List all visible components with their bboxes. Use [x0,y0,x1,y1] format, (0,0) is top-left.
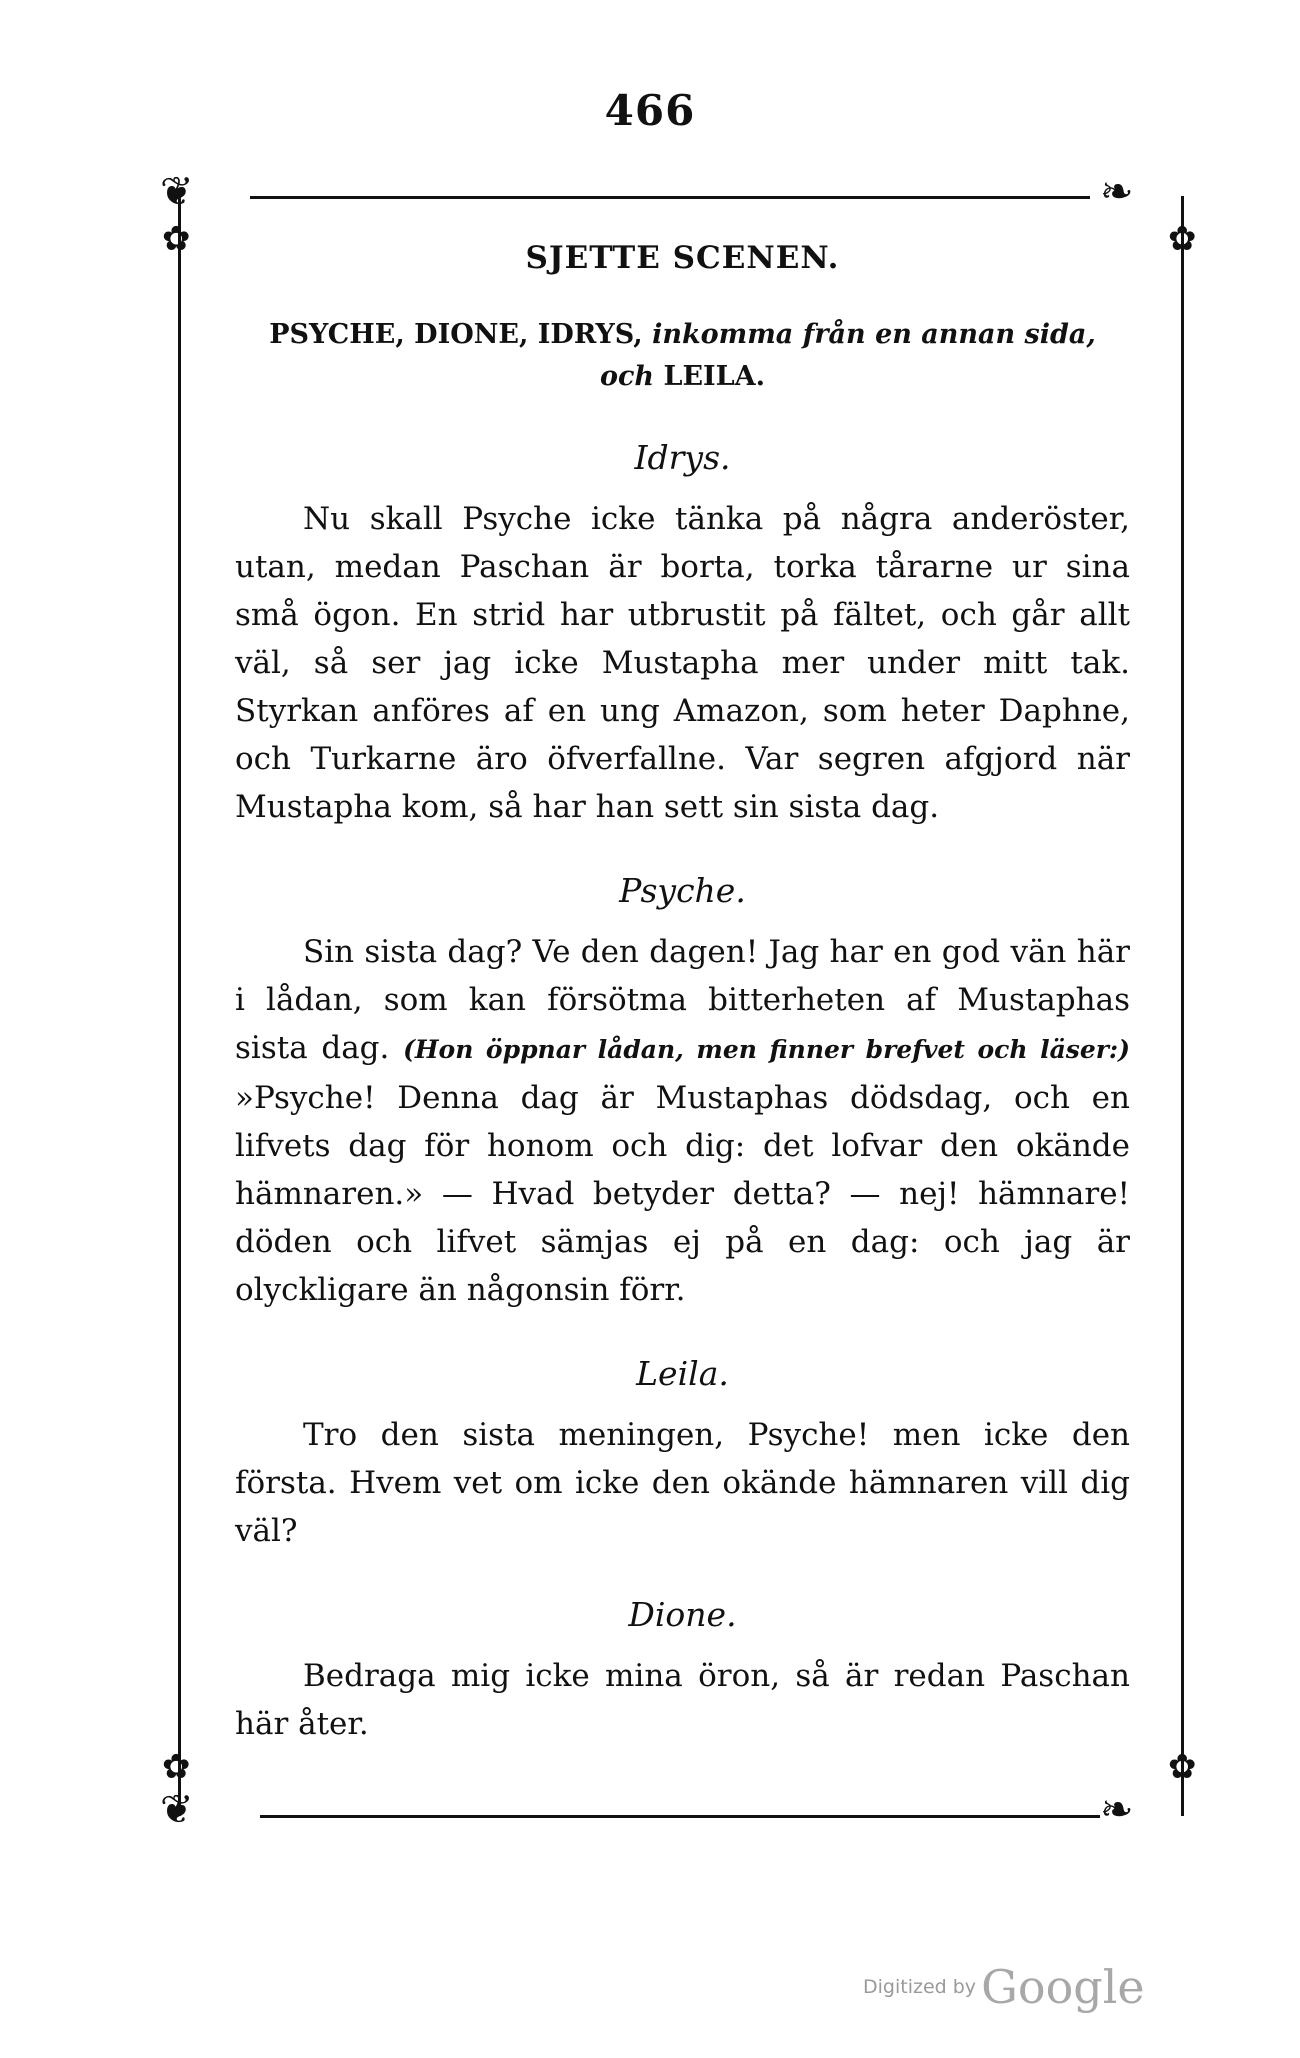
speaker-name: Idrys. [634,438,731,477]
bottom-rule [260,1815,1100,1818]
page-content [235,240,1130,1788]
scene-title: SJETTE SCENEN. [525,240,840,276]
top-rule [250,196,1090,199]
side-ornament-top-left-icon: ✿ [162,219,191,259]
corner-ornament-top-left-icon: ❦ [160,169,194,215]
speaker-name: Psyche. [619,871,746,910]
speech-text-part: »Psyche! Denna dag är Mustaphas dödsdag, och en lifvets dag för honom och dig: det lofvar den okände hämnaren.» — Hvad betyder detta? — nej! hämnare! döden och lifvet sämjas ej på en dag: och jag är olyckligare än någonsin förr. [235,1080,1130,1308]
side-ornament-bottom-right-icon: ✿ [1168,1747,1197,1787]
cast-stage-direction: inkomma från en annan sida, [652,319,1096,350]
cast-names: PSYCHE, DIONE, IDRYS, [269,319,643,350]
cast-list [235,314,1130,398]
side-ornament-bottom-left-icon: ✿ [162,1747,191,1787]
watermark-prefix: Digitized by [863,1976,977,1998]
speech-text-part: Sin sista dag? Ve den dagen! Jag har en god vän här i lådan, som kan försötma bitterheten af Mustaphas sista dag. [235,934,1130,1066]
speaker-name: Dione. [628,1595,737,1634]
speech-text: Bedraga mig icke mina öron, så är redan Paschan här åter. [235,1658,1130,1742]
stage-direction: (Hon öppnar lådan, men finner brefvet och läser:) [403,1035,1130,1064]
digitized-watermark [863,1960,1145,2014]
cast-och: och [599,361,655,392]
speaker-name: Leila. [636,1354,729,1393]
watermark-brand: Google [981,1960,1145,2014]
page-number: 466 [604,86,696,135]
cast-last-name: LEILA. [663,361,766,392]
corner-ornament-bottom-right-icon: ❧ [1100,1787,1134,1833]
speech-text: Tro den sista meningen, Psyche! men icke den första. Hvem vet om icke den okände hämnaren vill dig väl? [235,1417,1130,1549]
corner-ornament-top-right-icon: ❧ [1100,169,1134,215]
speech-text [235,928,1130,1314]
corner-ornament-bottom-left-icon: ❦ [160,1787,194,1833]
speech-text: Nu skall Psyche icke tänka på några anderöster, utan, medan Paschan är borta, torka tårarne ur sina små ögon. En strid har utbrustit på fältet, och går allt väl, så ser jag icke Mustapha mer under mitt tak. Styrkan anföres af en ung Amazon, som heter Daphne, och Turkarne äro öfverfallne. Var segren afgjord när Mustapha kom, så har han sett sin sista dag. [235,501,1130,825]
side-ornament-top-right-icon: ✿ [1168,219,1197,259]
